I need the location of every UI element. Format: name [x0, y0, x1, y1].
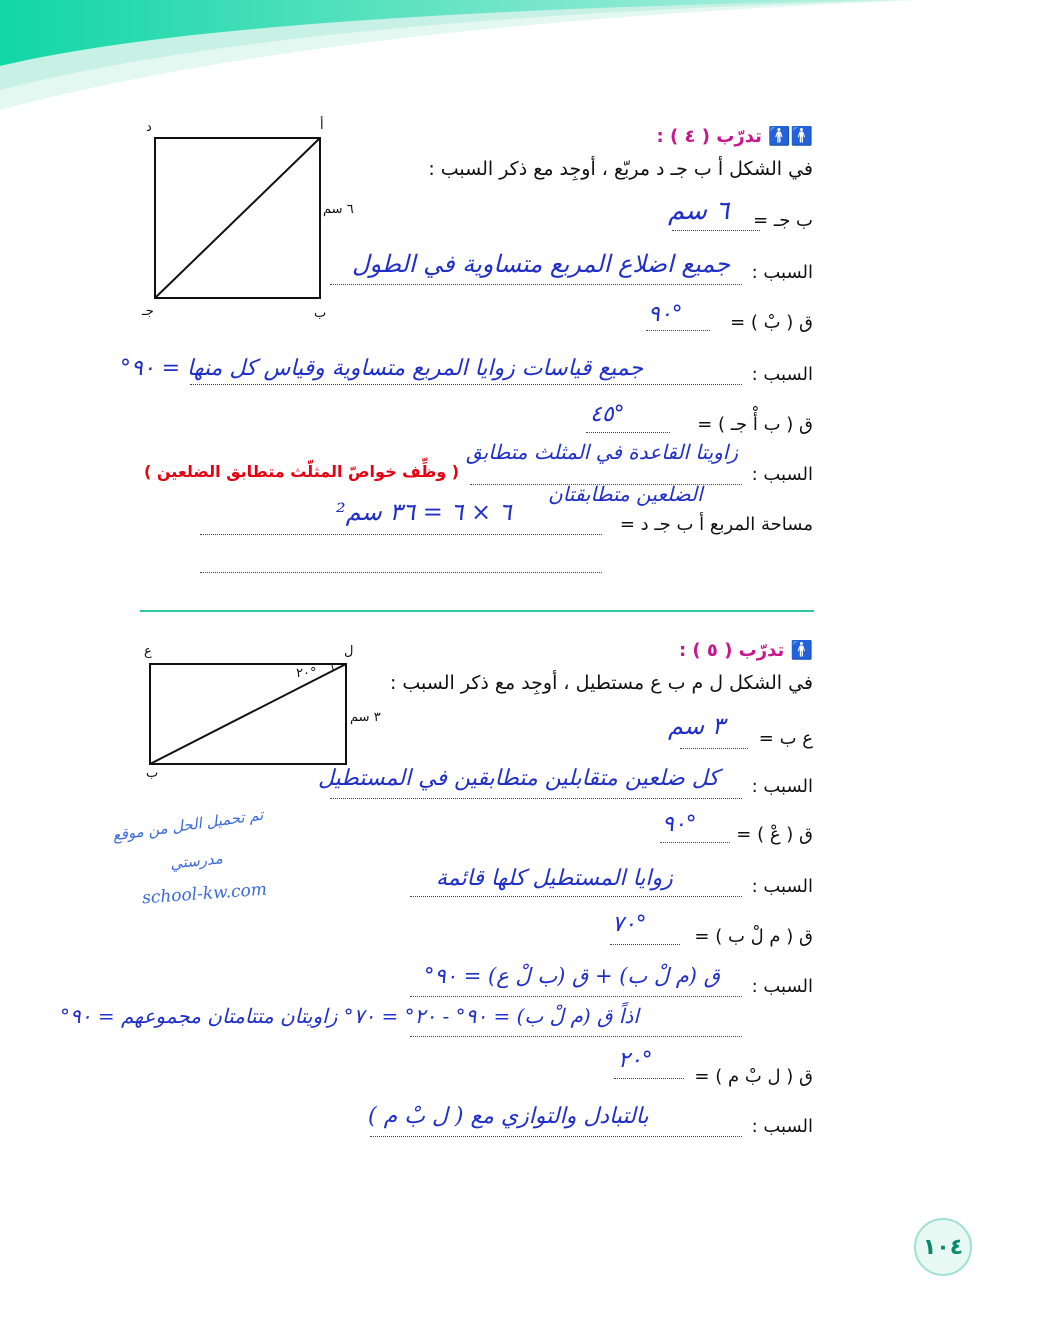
watermark-line1: تم تحميل الحل من موقع [111, 805, 265, 845]
t5-r1-line [330, 798, 742, 799]
vertex-b: ب [146, 766, 159, 781]
watermark-line3: school-kw.com [141, 879, 268, 909]
training4-intro: في الشكل أ ب جـ د مربّع ، أوجِد مع ذكر السبب : [428, 158, 813, 180]
t5-r3-line1 [410, 996, 742, 997]
t5-r4-line [370, 1136, 742, 1137]
watermark-line2: مدرستي [169, 849, 224, 873]
t4-q1-label: ب جـ = [753, 210, 813, 231]
t4-q1-line [672, 230, 760, 231]
t5-q4-label: ق ( ل بْ م ) = [694, 1066, 813, 1087]
t5-q1-label: ع ب = [758, 728, 813, 749]
t4-r3-answer-line1: زاويتا القاعدة في المثلث متطابق [466, 440, 739, 464]
t5-q2-label: ق ( عْ ) = [736, 824, 813, 845]
t4-q2-line [646, 330, 710, 331]
vertex-d: د [146, 120, 152, 135]
t5-q3-line [610, 944, 680, 945]
training4-title: 🚹🚹 تدرّب ( ٤ ) : [656, 126, 813, 147]
t4-r3-label: السبب : [751, 464, 813, 485]
side-length-label: ٣ سم [350, 710, 381, 725]
t5-q2-line [660, 842, 730, 843]
t5-r4-label: السبب : [751, 1116, 813, 1137]
t4-q3-line [586, 432, 670, 433]
t4-q3-answer: ٤٥° [590, 402, 625, 427]
t5-r4-answer: بالتبادل والتوازي مع ( ل بْ م ) [368, 1104, 649, 1129]
t4-r2-answer: جميع قياسات زوايا المربع متساوية وقياس كل منها = ٩٠° [120, 356, 644, 381]
t4-q2-label: ق ( بْ ) = [730, 312, 813, 333]
t5-r2-label: السبب : [751, 876, 813, 897]
header-swoosh [0, 0, 1039, 130]
t4-r3-hint: ( وظِّف خواصّ المثلّث متطابق الضلعين ) [144, 462, 460, 481]
t4-area-line1 [200, 534, 602, 535]
t5-r1-label: السبب : [751, 776, 813, 797]
side-length-label: ٦ سم [323, 202, 354, 217]
t5-q3-label: ق ( م لْ ب ) = [694, 926, 813, 947]
person-icon: 🚹 [790, 640, 813, 661]
t5-r2-line [410, 896, 742, 897]
vertex-a: أ [320, 118, 324, 133]
training5-title: 🚹 تدرّب ( ٥ ) : [678, 640, 813, 661]
t5-r3-answer-line2: اذاً ق (م لْ ب) = ٩٠° - ٢٠° = ٧٠° زاويتان متتامتان مجموعهم = ٩٠° [60, 1004, 639, 1028]
t5-r3-line2 [410, 1036, 742, 1037]
vertex-a: ع [144, 644, 152, 659]
t4-r1-label: السبب : [751, 262, 813, 283]
rectangle-diagram [140, 654, 370, 784]
t5-r3-answer-line1: ق (م لْ ب) + ق (ب لْ ع) = ٩٠° [424, 964, 720, 988]
person-icons: 🚹🚹 [768, 126, 813, 147]
vertex-l: ل [344, 644, 354, 659]
square-diagram [138, 118, 368, 328]
t5-r1-answer: كل ضلعين متقابلين متطابقين في المستطيل [318, 766, 719, 791]
t5-r3-label: السبب : [751, 976, 813, 997]
t4-area-answer: ٦ × ٦ = ٣٦ سم² [336, 498, 512, 526]
t5-q1-line [680, 748, 748, 749]
training5-intro: في الشكل ل م ب ع مستطيل ، أوجِد مع ذكر السبب : [389, 672, 813, 694]
t4-area-line2 [200, 572, 602, 573]
t5-r2-answer: زوايا المستطيل كلها قائمة [436, 866, 673, 891]
t4-r1-answer: جميع اضلاع المربع متساوية في الطول [352, 250, 731, 278]
t5-q3-answer: ٧٠° [612, 912, 647, 937]
t4-q3-label: ق ( ب أْ جـ ) = [697, 414, 813, 435]
t5-q4-line [614, 1078, 684, 1079]
t4-r2-label: السبب : [751, 364, 813, 385]
vertex-j: جـ [142, 304, 154, 319]
t5-q4-answer: ٢٠° [618, 1048, 653, 1073]
t4-q2-answer: ٩٠° [648, 302, 683, 327]
angle-label: ٢٠° [296, 666, 317, 681]
page-number: ١٠٤ [922, 1234, 964, 1260]
t4-r1-line [330, 284, 742, 285]
t4-r3-answer-line2: الضلعين متطابقتان [548, 482, 703, 506]
t4-r2-line [190, 384, 742, 385]
t5-q2-answer: ٩٠° [662, 812, 697, 837]
page-number-badge [914, 1218, 972, 1276]
t4-q1-answer: ٦ سم [668, 196, 730, 226]
section-divider [140, 610, 814, 612]
t5-q1-answer: ٣ سم [668, 712, 725, 740]
vertex-b: ب [314, 306, 327, 321]
t4-area-label: مساحة المربع أ ب جـ د = [619, 514, 813, 535]
